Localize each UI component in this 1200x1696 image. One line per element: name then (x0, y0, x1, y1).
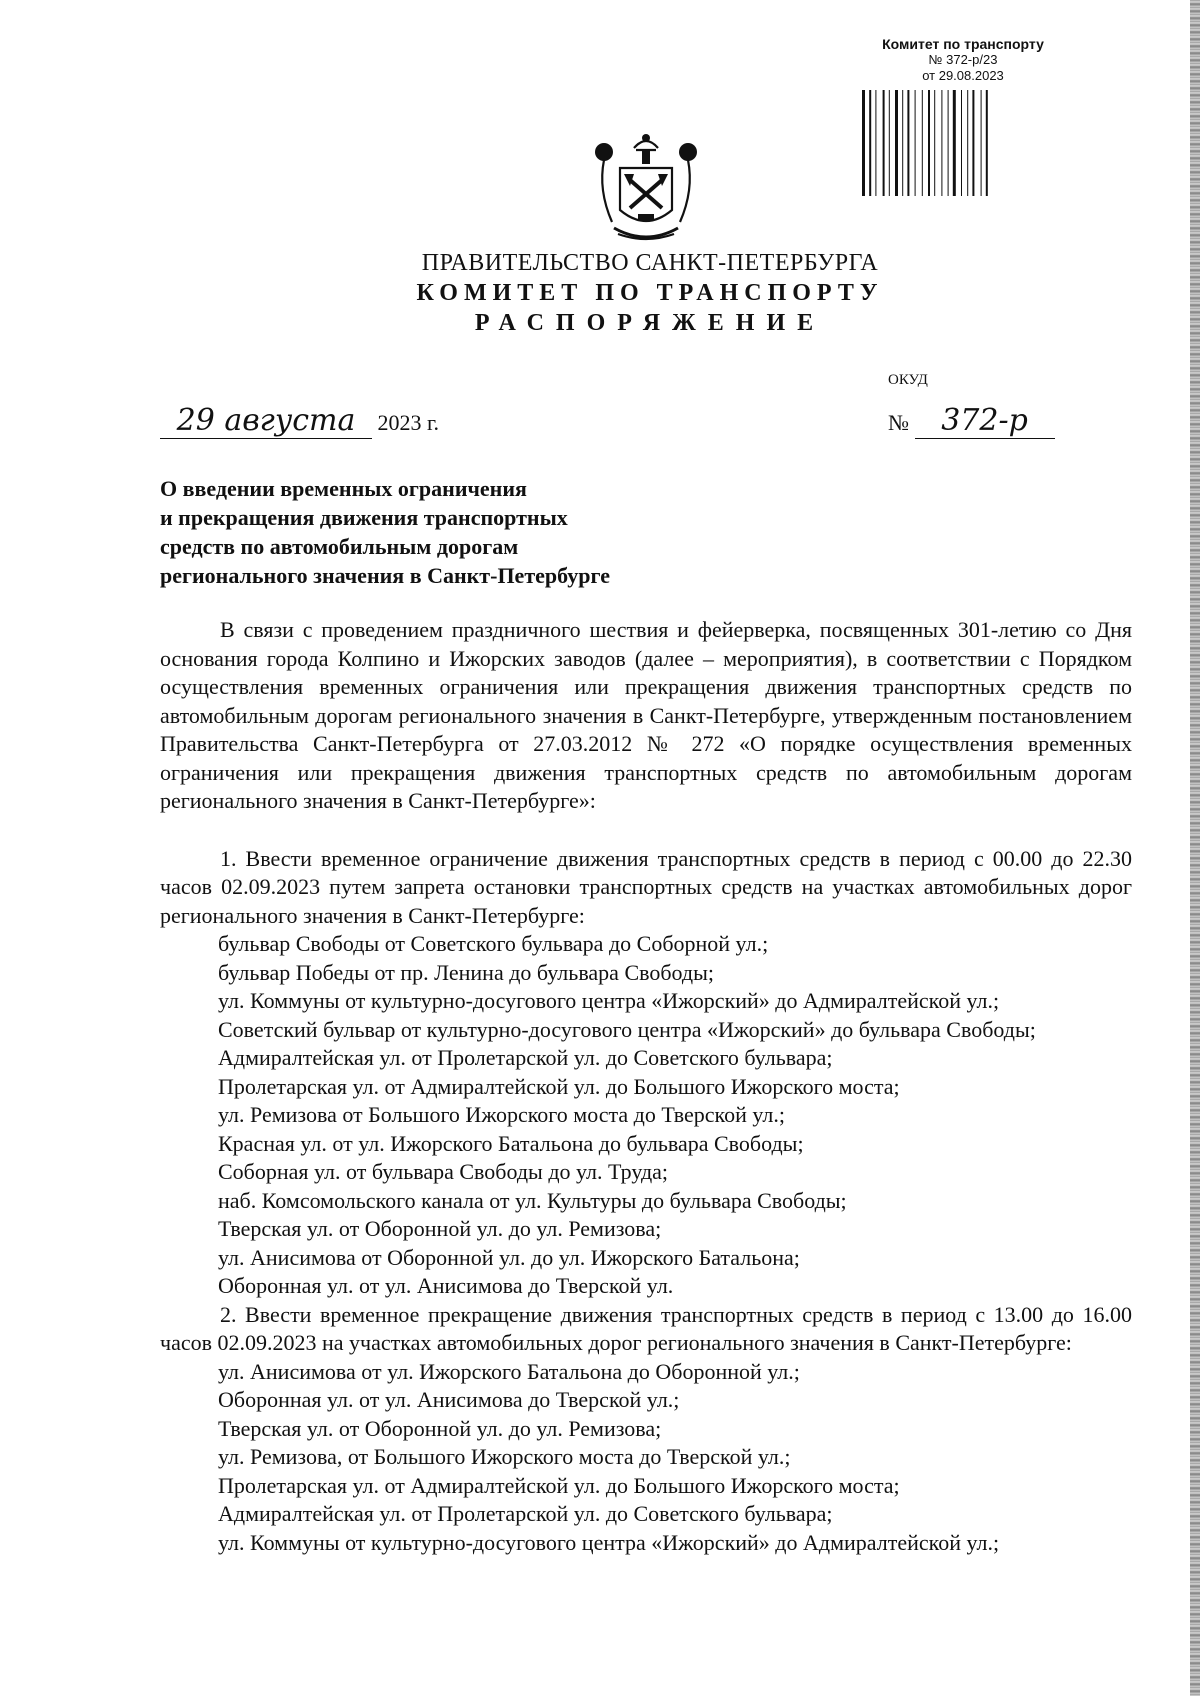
barcode-icon (858, 90, 1068, 196)
clause-2-item: Тверская ул. от Оборонной ул. до ул. Ремизова; (218, 1415, 662, 1441)
document-body (160, 616, 1132, 1557)
preamble-paragraph: В связи с проведением праздничного шествия и фейерверка, посвященных 301-летию со Дня основания города Колпино и Ижорских заводов (далее – мероприятия), в соответствии с Порядком осуществления временных ограничения или прекращения движения транспортных средств по автомобильным дорогам регионального значения в Санкт-Петербурге, утвержденным постановлением Правительства Санкт-Петербурга от 27.03.2012 № 272 «О порядке осуществления временных ограничения или прекращения движения транспортных средств по автомобильным дорогам регионального значения в Санкт-Петербурге»: (160, 617, 1132, 813)
document-date (160, 404, 439, 439)
clause-2-item: Оборонная ул. от ул. Анисимова до Тверской ул.; (218, 1387, 680, 1412)
handwritten-number: 372-р (915, 404, 1055, 439)
government-name: ПРАВИТЕЛЬСТВО САНКТ-ПЕТЕРБУРГА (421, 250, 879, 276)
okud-label: ОКУД (888, 372, 928, 388)
clause-1-item: Советский бульвар от культурно-досугового центра «Ижорский» до бульвара Свободы; (218, 1016, 1036, 1042)
clause-1-item: Красная ул. от ул. Ижорского Батальона до бульвара Свободы; (218, 1130, 804, 1156)
subject-line: средств по автомобильным дорогам (160, 534, 519, 559)
number-prefix: № (888, 410, 909, 435)
registration-stamp (858, 36, 1068, 196)
clause-1-item: бульвар Победы от пр. Ленина до бульвара Свободы; (218, 959, 714, 985)
clause-1-text: 1. Ввести временное ограничение движения транспортных средств в период с 00.00 до 22.30 часов 02.09.2023 путем запрета остановки транспортных средств на участках автомобильных дорог регионального значения в Санкт-Петербурге: (160, 845, 1132, 928)
document-subject (160, 474, 700, 590)
handwritten-date: 29 августа (160, 404, 372, 439)
subject-line: и прекращения движения транспортных (160, 505, 568, 530)
clause-2-item: Адмиралтейская ул. от Пролетарской ул. до Советского бульвара; (218, 1501, 833, 1526)
document-number (888, 404, 1055, 439)
date-year: 2023 г. (377, 410, 440, 435)
clause-2-item: ул. Анисимова от ул. Ижорского Батальона до Оборонной ул.; (218, 1358, 800, 1384)
clause-1-item: Соборная ул. от бульвара Свободы до ул. Труда; (218, 1159, 669, 1184)
subject-line: О введении временных ограничения (160, 476, 527, 501)
clause-2-text: 2. Ввести временное прекращение движения транспортных средств в период с 13.00 до 16.00 часов 02.09.2023 на участках автомобильных дорог регионального значения в Санкт-Петербурге: (160, 1301, 1132, 1355)
clause-2-item: ул. Коммуны от культурно-досугового центра «Ижорский» до Адмиралтейской ул.; (218, 1529, 1000, 1555)
stamp-number: № 372-р/23 (928, 52, 998, 67)
subject-line: регионального значения в Санкт-Петербурге (160, 563, 610, 588)
clause-1-item: Тверская ул. от Оборонной ул. до ул. Ремизова; (218, 1216, 662, 1241)
clause-1-item: Пролетарская ул. от Адмиралтейской ул. до Большого Ижорского моста; (218, 1073, 900, 1099)
document-type: РАСПОРЯЖЕНИЕ (474, 310, 826, 336)
clause-2-item: Пролетарская ул. от Адмиралтейской ул. до Большого Ижорского моста; (218, 1472, 900, 1498)
clause-1-item: Оборонная ул. от ул. Анисимова до Тверской ул. (218, 1273, 674, 1298)
clause-1-item: ул. Анисимова от Оборонной ул. до ул. Ижорского Батальона; (218, 1244, 800, 1270)
committee-name: КОМИТЕТ ПО ТРАНСПОРТУ (416, 280, 884, 306)
clause-1-item: наб. Комсомольского канала от ул. Культуры до бульвара Свободы; (218, 1187, 847, 1213)
clause-1-item: Адмиралтейская ул. от Пролетарской ул. до Советского бульвара; (218, 1045, 833, 1070)
clause-1-item: бульвар Свободы от Советского бульвара до Соборной ул.; (218, 931, 769, 956)
spb-coat-of-arms-icon (590, 130, 702, 246)
document-header (0, 248, 1200, 338)
stamp-date: от 29.08.2023 (922, 68, 1004, 83)
clause-2-item: ул. Ремизова, от Большого Ижорского моста до Тверской ул.; (218, 1444, 791, 1469)
clause-1-item: ул. Ремизова от Большого Ижорского моста до Тверской ул.; (218, 1102, 785, 1127)
clause-1-item: ул. Коммуны от культурно-досугового центра «Ижорский» до Адмиралтейской ул.; (218, 988, 1000, 1013)
stamp-org: Комитет по транспорту (882, 36, 1044, 52)
